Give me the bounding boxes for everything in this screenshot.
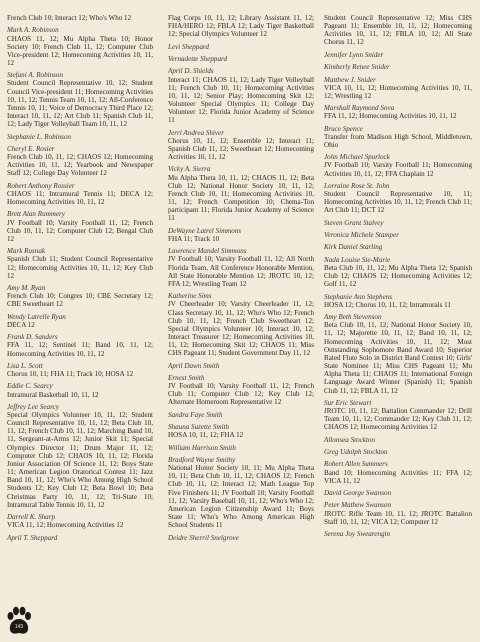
student-entry xyxy=(7,14,153,22)
student-activities: JROTC 10, 11, 12; Battalion Commander 12; Drill Team 10, 11, 12; Commander 12; Key Club 11, 12; CHAOS 12; Homecoming Activities 12 xyxy=(324,407,472,432)
student-entry xyxy=(7,313,153,329)
column-left xyxy=(7,14,153,546)
student-name: April Dawn Smith xyxy=(168,361,220,370)
student-activities: Student Council Representative 10, 12; Student Council Vice-president 11; Homecoming Activities 10, 11, 12; Tennis Team 10, 11, 12; All-Conference Tennis 10, 11; Voice of Democracy Third Place 12; Interact 10, 11, 12; Art Club 11; Spanish Club 11, 12; Lady Tiger Volleyball Team 10, 11, 12 xyxy=(7,79,153,129)
student-entry xyxy=(168,362,314,370)
student-name: Frank D. Sanders xyxy=(7,333,58,342)
student-activities: National Honor Society 10, 11; Mu Alpha Theta 10, 11; Beta Club 10, 11, 12; CHAOS 12; French Club 10, 11, 12; Interact 12; Math League Top Five Finishers 11; JV Football 10; Varsity Football 11, 12; Varsity Baseball 10, 11, 12; Who's Who 12; American Legion Citizenship Award 11; Boys State 11; Who's Who Among American High School Students 11 xyxy=(168,464,314,530)
student-activities: Chorus 10, 11, 12; Ensemble 12; Interact 11; Spanish Club 11, 12; Sweetheart 12; Homecoming Activities 10, 11, 12 xyxy=(168,136,314,162)
student-name: Sandra Faye Smith xyxy=(168,410,223,419)
student-name: Matthew J. Snider xyxy=(324,75,376,84)
student-name: Robert Allen Summers xyxy=(324,460,388,469)
student-activities: Beta Club 10, 11, 12; Mu Alpha Theta 12; Spanish Club 12; CHAOS 12; Homecoming Activities 12; Golf 11, 12 xyxy=(324,263,472,289)
student-name: Stephanie L. Robinson xyxy=(7,132,72,141)
student-entry xyxy=(324,460,472,484)
student-name: Vicky A. Sierra xyxy=(168,165,211,174)
column-right xyxy=(324,14,472,542)
student-entry xyxy=(168,374,314,407)
student-entry xyxy=(324,501,472,525)
student-entry xyxy=(7,26,153,67)
student-entry xyxy=(168,67,314,124)
student-entry xyxy=(7,333,153,357)
student-name: April T. Sheppard xyxy=(7,533,58,542)
student-name: Bradford Wayne Smithy xyxy=(168,455,236,464)
student-activities: Interact 11; CHAOS 11, 12; Lady Tiger Volleyball 11; French Club 10, 11; Homecoming Activities 10, 11, 12; Senior Play; Homecoming Skit 12; Volunteer Special Olympics 11; College Day Volunteer 12; Florida Junior Academy of Science 11 xyxy=(168,75,314,125)
student-activities: Special Olympics Volunteer 10, 11, 12; Student Council Representative 10, 11, 12; Beta Club 10, 11, 12; French Club 10, 11, 12; Marching Band 10, 11, Sergeant-at-Arms 12; Junior Skit 11; Special Olympics Director 11; Drum Major 11, 12; Computer Club 12; CHAOS 10, 11, 12; Florida Junior Association Of Science 11, 12; Boys State 11; American Legion Oratorical Contest 11; Jazz Band 10, 11, 12; Who's Who Among High School Students 12; Key Club 12; Beta Bowl 10; Beta Christmas Party 10, 11, 12; Tri-State 10; Intramural Table Tennis 10, 11, 12 xyxy=(7,411,153,509)
student-name: Sur Eric Stewart xyxy=(324,398,372,407)
student-activities: FFA 11, 12; Homecoming Activities 10, 11, 12 xyxy=(324,112,457,121)
student-entry xyxy=(324,63,472,71)
student-entry xyxy=(324,231,472,239)
student-entry xyxy=(168,292,314,357)
student-name: Kirk Daniel Starling xyxy=(324,243,383,252)
student-entry xyxy=(324,399,472,432)
student-activities: Transfer from Madison High School, Middletown, Ohio xyxy=(324,132,472,149)
student-name: David George Swanson xyxy=(324,489,392,498)
student-activities: JV Cheerleader 10; Varsity Cheerleader 11, 12; Class Secretary 10, 11, 12; Who's Who 12; French Club 10, 11, 12; French Club Sweetheart 12; Special Olympics Volunteer 10; Interact 10, 12; Interact Treasurer 12; Homecoming Activities 10, 11, 12; Homecoming Skit 12; CHAOS 11; Miss CHS Pageant 11; Student Government Day 11, 12 xyxy=(168,300,314,358)
student-entry xyxy=(324,51,472,59)
student-entry xyxy=(324,256,472,289)
student-entry xyxy=(324,153,472,177)
student-name: Stephanie Ann Stephens xyxy=(324,292,393,301)
student-entry xyxy=(168,534,314,542)
student-name: Wendy Latrelle Ryan xyxy=(7,312,66,321)
student-name: April D. Shields xyxy=(168,67,214,76)
student-activities: Beta Club 10, 11, 12; National Honor Society 10, 11, 12; Majorette 10, 11, 12; Band 10, 11, 12; Homecoming Activities 10, 11, 12; Most Outstanding Sophomore Band Award 10; Superior Rated Flute Solo in District Band Contest 10; Girls' State Nominee 11; Miss CHS Pageant 11; Mu Alpha Theta 11; CHAOS 11; International Foreign Language Award Winner (Spanish) 11; Spanish Club 11, 12; FBLA 11, 12 xyxy=(324,321,472,395)
student-name: Allonsea Stockton xyxy=(324,435,376,444)
student-activities: Student Council Representative 10, 11; Homecoming Activities 10, 11, 12; French Club 11; Art Club 11; DCT 12 xyxy=(324,190,472,215)
student-name: Ernest Smith xyxy=(168,373,205,382)
student-activities: French Club 10; Interact 12; Who's Who 12 xyxy=(7,14,132,22)
student-name: John Michael Spurlock xyxy=(324,153,390,162)
student-activities: French Club 10, 11, 12; CHAOS 12; Homecoming Activities 10, 11, 12; Yearbook and Newspaper Staff 12; College Day Volunteer 12 xyxy=(7,153,153,178)
column-middle xyxy=(168,14,314,546)
student-name: Steven Grant Stalvey xyxy=(324,218,384,227)
student-entry xyxy=(324,219,472,227)
student-activities: HOSA 12; Chorus 10, 11, 12; Intramurals 11 xyxy=(324,300,451,309)
student-name: Lorraine Rose St. John xyxy=(324,181,390,190)
student-name: DeWayne Latrel Simmons xyxy=(168,226,242,235)
student-name: Stefani A. Robinson xyxy=(7,71,64,80)
student-entry xyxy=(168,55,314,63)
student-entry xyxy=(7,182,153,206)
student-entry xyxy=(168,423,314,439)
student-entry xyxy=(168,247,314,288)
student-entry xyxy=(324,14,472,47)
student-entry xyxy=(168,444,314,452)
student-name: Bruce Spence xyxy=(324,124,363,133)
student-activities: Chorus 10, 11; FHA 11; Track 10; HOSA 12 xyxy=(7,370,134,378)
student-activities: JV Football 10; Varsity Football 11; Homecoming Activities 10, 11, 12; FFA Chaplain 12 xyxy=(324,161,472,178)
student-name: Lisa L. Scott xyxy=(7,361,43,370)
student-name: Marshall Raymond Sova xyxy=(324,104,395,113)
student-entry xyxy=(7,145,153,178)
student-name: Peter Mathew Swanson xyxy=(324,501,391,510)
student-activities: Flag Corps 10, 11, 12; Library Assistant 11, 12; FHA/HERO 12; FBLA 12; Lady Tiger Basketball 12; Special Olympics Volunteer 12 xyxy=(168,14,314,39)
student-name: Deidre Sherril Snelgrove xyxy=(168,533,239,542)
student-entry xyxy=(7,71,153,128)
student-name: William Harrison Smith xyxy=(168,443,236,452)
student-entry xyxy=(324,76,472,100)
student-entry xyxy=(7,362,153,378)
student-activities: FHA 11; Track 10 xyxy=(168,234,220,243)
student-activities: CHAOS 11; Intramural Tennis 11; DECA 12; Homecoming Activities 10, 11, 12 xyxy=(7,189,153,207)
student-entry xyxy=(324,293,472,309)
student-entry xyxy=(324,448,472,456)
student-name: Jerri Andrea Shiver xyxy=(168,128,224,137)
student-name: Shauna Suzette Smith xyxy=(168,423,230,432)
student-activities: Band 10; Homecoming Activities 11; FFA 12; VICA 11, 12 xyxy=(324,468,472,485)
student-name: Levi Sheppard xyxy=(168,42,209,51)
student-name: Eddie C. Searcy xyxy=(7,382,53,391)
student-name: Brett Alan Rummery xyxy=(7,210,65,219)
student-entry xyxy=(324,489,472,497)
student-entry xyxy=(7,403,153,509)
student-activities: JV Football 10; Varsity Football 11, 12; French Club 11; Computer Club 12; Key Club 12; Alternate Homeroom Representative 12 xyxy=(168,382,314,407)
student-activities: VICA 10, 11, 12; Homecoming Activities 10, 11, 12; Wrestling 12 xyxy=(324,83,472,100)
student-activities: Spanish Club 11; Student Council Representative 12; Homecoming Activities 10, 11, 12; Key Club 12 xyxy=(7,255,153,280)
student-name: Amy M. Ryan xyxy=(7,284,46,293)
student-activities: HOSA 10, 11, 12; FHA 12 xyxy=(168,431,244,440)
student-entry xyxy=(168,227,314,243)
page-number: 143 xyxy=(14,624,24,630)
student-entry xyxy=(7,133,153,141)
student-name: Lawrence Mandel Simmons xyxy=(168,247,247,256)
student-entry xyxy=(168,456,314,529)
student-activities: Student Council Representative 12; Miss CHS Pageant 11; Ensemble 10, 11, 12; Homecoming Activities 10, 11, 12; FBLA 10, 12; All State Chorus 11, 12 xyxy=(324,14,472,47)
student-entry xyxy=(324,530,472,538)
student-entry xyxy=(7,534,153,542)
student-name: Robert Anthony Rossier xyxy=(7,181,75,190)
student-name: Greg Udolph Stockton xyxy=(324,448,388,457)
student-name: Mark A. Robinson xyxy=(7,26,59,35)
student-activities: Mu Alpha Theta 10, 11, 12; CHAOS 11, 12; Beta Club 12; National Honor Society 10, 11, 12; French Club 10, 11; Homecoming Activities 10, 11, 12; French Competition 10; Chema-Ton participant 11; Florida Junior Academy of Science 11 xyxy=(168,173,314,223)
student-entry xyxy=(7,284,153,308)
student-name: Cheryl E. Rosier xyxy=(7,144,55,153)
student-entry xyxy=(324,243,472,251)
student-entry xyxy=(324,104,472,120)
student-entry xyxy=(168,129,314,162)
student-entry xyxy=(324,125,472,149)
student-activities: VICA 11, 12; Homecoming Activities 12 xyxy=(7,521,124,530)
student-name: Darrell K. Sharp xyxy=(7,513,56,522)
student-activities: DECA 12 xyxy=(7,320,35,329)
student-name: Veronica Michele Stamper xyxy=(324,231,399,240)
student-entry xyxy=(168,411,314,419)
student-activities: French Club 10; Congres 10; CBE Secretary 12; CBE Sweetheart 12 xyxy=(7,292,153,309)
student-name: Serena Joy Swearengin xyxy=(324,530,391,539)
student-name: Katherine Sims xyxy=(168,292,212,301)
student-activities: CHAOS 11, 12; Mu Alpha Theta 10; Honor Society 10; French Club 11, 12; Computer Club Vice-president 12; Homecoming Activities 10, 11, 12 xyxy=(7,34,153,67)
student-name: Nada Louise Ste-Marie xyxy=(324,255,391,264)
student-activities: JV Football 10; Varsity Football 11, 12; French Club 10, 11, 12; Computer Club 12; Bengal Club 12 xyxy=(7,218,153,243)
student-name: Jeffrey Lee Searcy xyxy=(7,402,59,411)
student-activities: JV Football 10; Varsity Football 11, 12; All North Florida Team, All Conference Honorable Mention, All State Honorable Mention 12; JROTC 10, 12; FFA 12; Wrestling Team 12 xyxy=(168,255,314,288)
student-entry xyxy=(168,14,314,38)
student-activities: JROTC Rifle Team 10, 11, 12; JROTC Battalion Staff 10, 11, 12; VICA 12; Computer 12 xyxy=(324,509,472,526)
student-entry xyxy=(7,210,153,243)
student-name: Vernadette Sheppard xyxy=(168,55,228,63)
student-entry xyxy=(324,436,472,444)
student-name: Jennifer Lynn Snider xyxy=(324,50,384,59)
student-activities: FFA 11, 12; Sentinel 11; Band 10, 11, 12; Homecoming Activities 10, 11, 12 xyxy=(7,341,153,358)
student-entry xyxy=(168,43,314,51)
student-entry xyxy=(168,165,314,222)
student-name: Mark Rusnak xyxy=(7,247,46,256)
student-entry xyxy=(7,247,153,280)
student-activities: Intramural Basketball 10, 11, 12 xyxy=(7,390,99,399)
paw-print-icon xyxy=(6,606,32,636)
student-entry xyxy=(324,313,472,395)
student-entry xyxy=(324,182,472,215)
student-name: Amy Beth Stevenson xyxy=(324,313,382,322)
student-entry xyxy=(7,513,153,529)
student-name: Kimberly Renee Snider xyxy=(324,63,390,72)
student-entry xyxy=(7,382,153,398)
